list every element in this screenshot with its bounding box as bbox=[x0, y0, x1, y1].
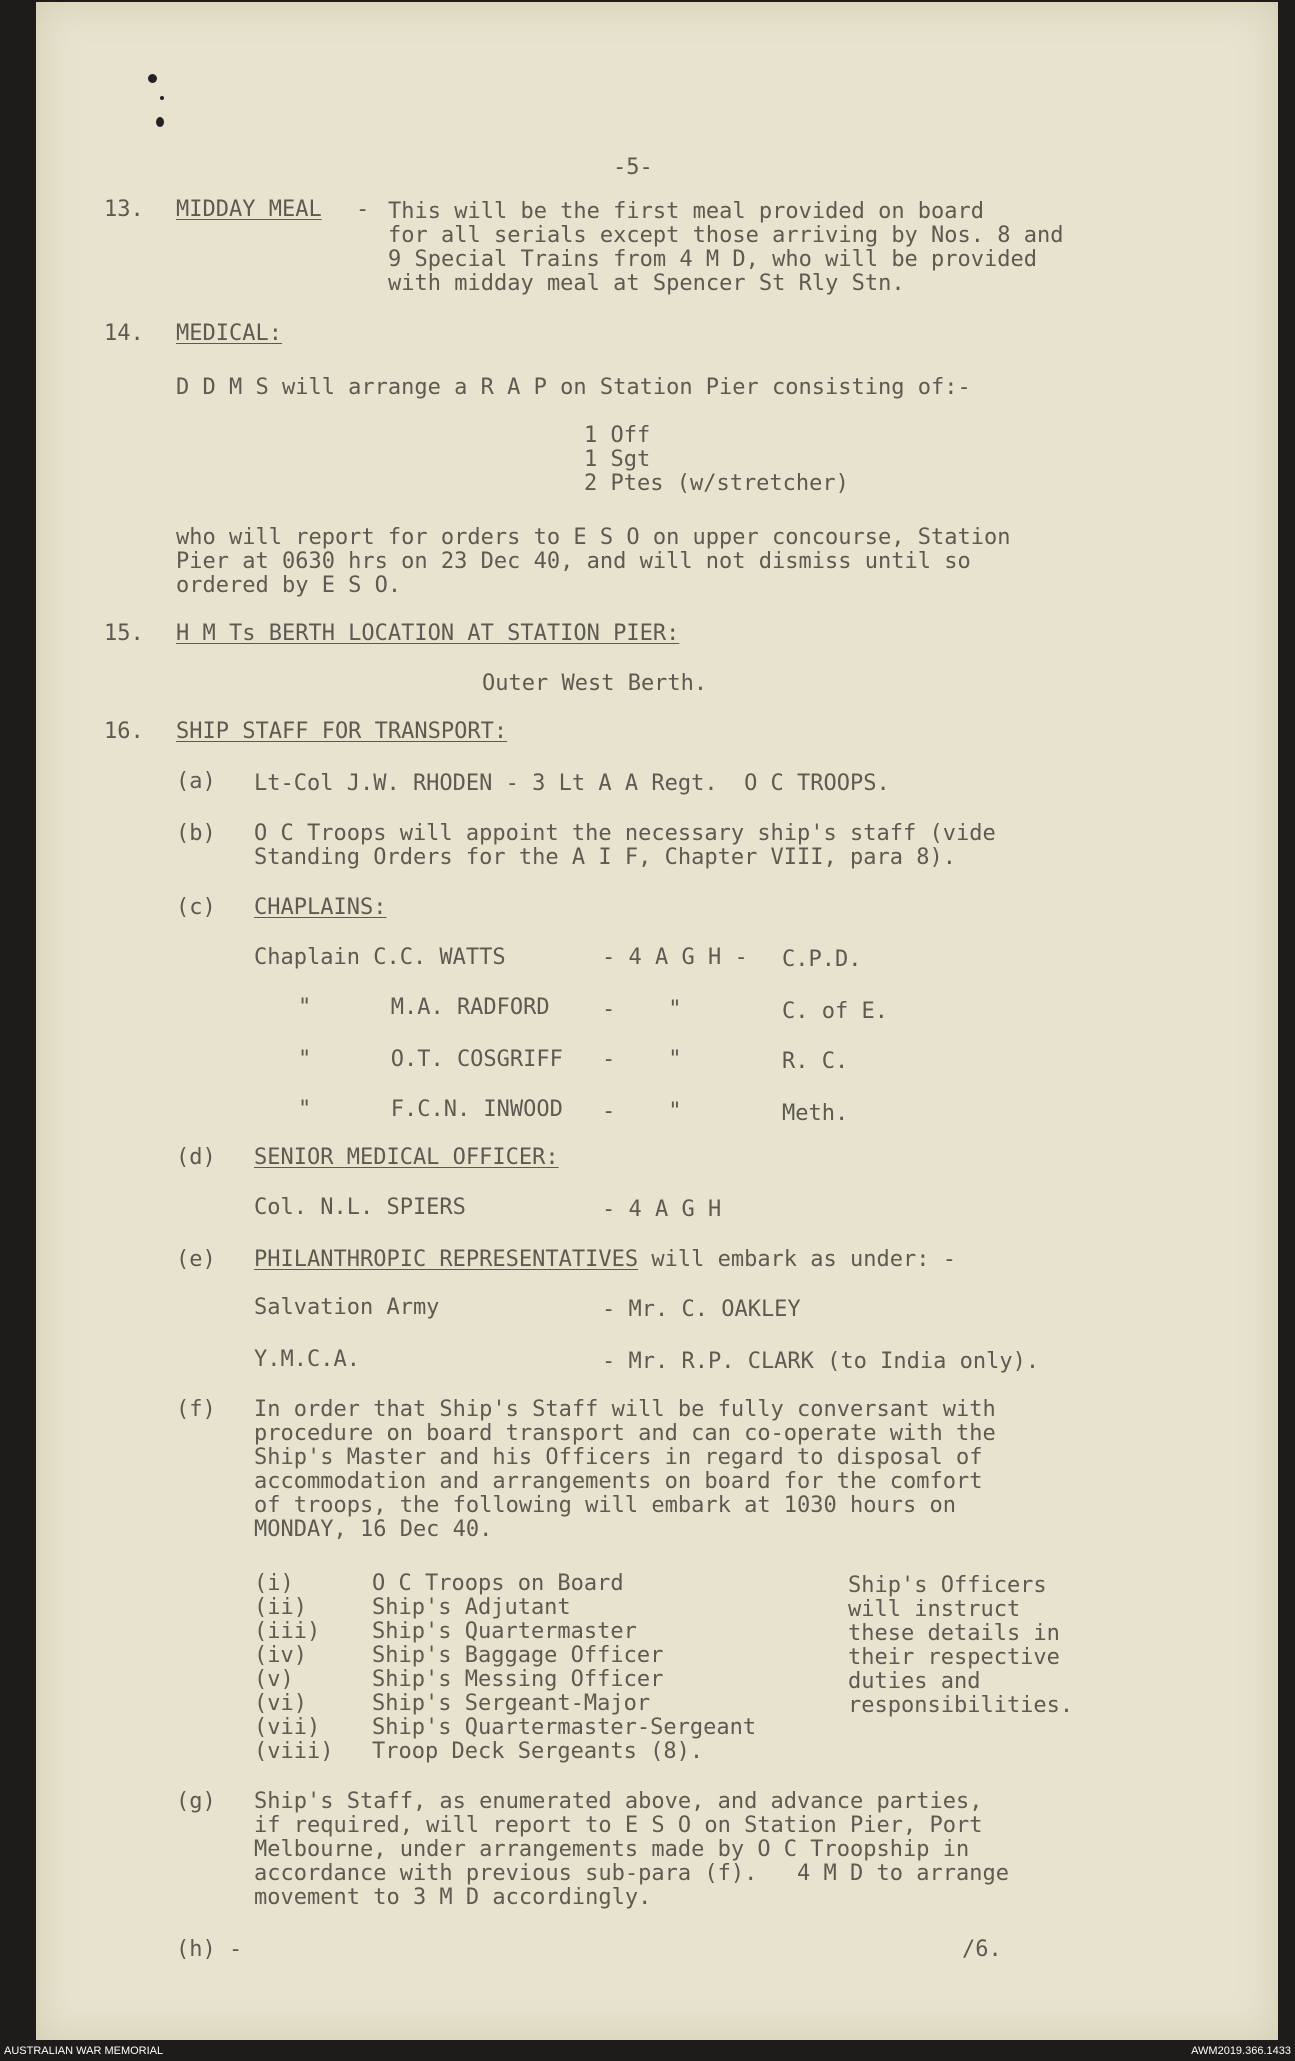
text-line: In order that Ship's Staff will be fully conversant with bbox=[254, 1397, 996, 1422]
sub-label: (b) bbox=[176, 821, 216, 846]
sub-heading: SENIOR MEDICAL OFFICER: bbox=[254, 1145, 559, 1170]
section-heading: SHIP STAFF FOR TRANSPORT: bbox=[176, 719, 508, 744]
list-item: 2 Ptes (w/stretcher) bbox=[584, 471, 849, 496]
sub-label: (f) bbox=[176, 1397, 216, 1422]
sub-label: (e) bbox=[176, 1247, 216, 1272]
text-line: D D M S will arrange a R A P on Station Pier consisting of:- bbox=[176, 375, 971, 400]
page-number: -5- bbox=[613, 155, 653, 180]
note-line: their respective bbox=[848, 1645, 1060, 1670]
roman-numeral: (vi) bbox=[254, 1691, 307, 1716]
roman-numeral: (viii) bbox=[254, 1739, 334, 1764]
text-line: if required, will report to E S O on Station Pier, Port bbox=[254, 1813, 983, 1838]
chaplain-unit: - 4 A G H - bbox=[602, 945, 748, 970]
chaplain-name: " F.C.N. INWOOD bbox=[298, 1097, 563, 1122]
note-line: Ship's Officers bbox=[848, 1573, 1047, 1598]
text-line: Standing Orders for the A I F, Chapter VIII, para 8). bbox=[254, 845, 956, 870]
list-item: 1 Sgt bbox=[584, 447, 651, 472]
text-line: accommodation and arrangements on board for the comfort bbox=[254, 1469, 983, 1494]
organisation: Y.M.C.A. bbox=[254, 1347, 360, 1372]
sub-label: (g) bbox=[176, 1789, 216, 1814]
staff-role: Ship's Sergeant-Major bbox=[372, 1691, 651, 1716]
footer-reference: AWM2019.366.1433 bbox=[1191, 2045, 1291, 2057]
sub-heading-rest: will embark as under: - bbox=[638, 1247, 956, 1272]
text-line: O C Troops will appoint the necessary ship's staff (vide bbox=[254, 821, 996, 846]
sub-label: (c) bbox=[176, 895, 216, 920]
text-line: Pier at 0630 hrs on 23 Dec 40, and will not dismiss until so bbox=[176, 549, 971, 574]
note-line: responsibilities. bbox=[848, 1693, 1074, 1718]
sub-label: (d) bbox=[176, 1145, 216, 1170]
section-number: 13. bbox=[104, 197, 144, 222]
text-line: with midday meal at Spencer St Rly Stn. bbox=[388, 271, 905, 296]
sub-heading-line bbox=[254, 1248, 956, 1272]
dash: - bbox=[356, 197, 370, 222]
chaplain-denomination: C.P.D. bbox=[782, 947, 862, 972]
chaplain-unit: - " bbox=[602, 1099, 682, 1124]
chaplain-denomination: Meth. bbox=[782, 1101, 849, 1126]
representative: - Mr. R.P. CLARK (to India only). bbox=[602, 1349, 1040, 1374]
chaplain-denomination: C. of E. bbox=[782, 999, 888, 1024]
text-line: 9 Special Trains from 4 M D, who will be provided bbox=[388, 247, 1038, 272]
sub-label: (a) bbox=[176, 769, 216, 794]
chaplain-name: " O.T. COSGRIFF bbox=[298, 1047, 563, 1072]
staff-role: Ship's Quartermaster bbox=[372, 1619, 637, 1644]
staff-role: Ship's Messing Officer bbox=[372, 1667, 664, 1692]
sub-heading: CHAPLAINS: bbox=[254, 895, 387, 920]
officer-unit: - 4 A G H bbox=[602, 1197, 722, 1222]
note-line: duties and bbox=[848, 1669, 981, 1694]
punch-mark bbox=[148, 74, 157, 83]
text-line: ordered by E S O. bbox=[176, 573, 402, 598]
text-line: Ship's Master and his Officers in regard to disposal of bbox=[254, 1445, 983, 1470]
roman-numeral: (v) bbox=[254, 1667, 294, 1692]
roman-numeral: (iii) bbox=[254, 1619, 321, 1644]
roman-numeral: (iv) bbox=[254, 1643, 307, 1668]
list-item: 1 Off bbox=[584, 423, 651, 448]
representative: - Mr. C. OAKLEY bbox=[602, 1297, 801, 1322]
staff-role: Ship's Baggage Officer bbox=[372, 1643, 664, 1668]
text-line: Ship's Staff, as enumerated above, and advance parties, bbox=[254, 1789, 983, 1814]
section-number: 15. bbox=[104, 621, 144, 646]
section-heading: H M Ts BERTH LOCATION AT STATION PIER: bbox=[176, 621, 680, 646]
chaplain-name: Chaplain C.C. WATTS bbox=[254, 945, 506, 970]
text-line: who will report for orders to E S O on upper concourse, Station bbox=[176, 525, 1011, 550]
roman-numeral: (i) bbox=[254, 1571, 294, 1596]
continuation-marker: /6. bbox=[962, 1937, 1002, 1962]
chaplain-denomination: R. C. bbox=[782, 1049, 849, 1074]
staff-role: Troop Deck Sergeants (8). bbox=[372, 1739, 704, 1764]
text-line: accordance with previous sub-para (f). 4 M D to arrange bbox=[254, 1861, 1009, 1886]
sub-label: (h) - bbox=[176, 1937, 243, 1962]
text-line: of troops, the following will embark at 1030 hours on bbox=[254, 1493, 956, 1518]
section-number: 16. bbox=[104, 719, 144, 744]
sub-heading: PHILANTHROPIC REPRESENTATIVES bbox=[254, 1247, 639, 1272]
roman-numeral: (vii) bbox=[254, 1715, 321, 1740]
text-line: procedure on board transport and can co-operate with the bbox=[254, 1421, 996, 1446]
staff-role: O C Troops on Board bbox=[372, 1571, 624, 1596]
chaplain-name: " M.A. RADFORD bbox=[298, 995, 550, 1020]
text-line: for all serials except those arriving by Nos. 8 and bbox=[388, 223, 1064, 248]
text-line: Lt-Col J.W. RHODEN - 3 Lt A A Regt. O C TROOPS. bbox=[254, 771, 890, 796]
staff-role: Ship's Adjutant bbox=[372, 1595, 571, 1620]
organisation: Salvation Army bbox=[254, 1295, 440, 1320]
section-heading: MEDICAL: bbox=[176, 321, 282, 346]
officer-name: Col. N.L. SPIERS bbox=[254, 1195, 466, 1220]
punch-mark bbox=[156, 117, 164, 127]
footer-archive-name: AUSTRALIAN WAR MEMORIAL bbox=[4, 2045, 164, 2057]
text-line: This will be the first meal provided on board bbox=[388, 199, 985, 224]
chaplain-unit: - " bbox=[602, 997, 682, 1022]
text-line: MONDAY, 16 Dec 40. bbox=[254, 1517, 493, 1542]
section-number: 14. bbox=[104, 321, 144, 346]
roman-numeral: (ii) bbox=[254, 1595, 307, 1620]
chaplain-unit: - " bbox=[602, 1047, 682, 1072]
text-line: Melbourne, under arrangements made by O C Troopship in bbox=[254, 1837, 970, 1862]
staff-role: Ship's Quartermaster-Sergeant bbox=[372, 1715, 757, 1740]
punch-mark bbox=[160, 96, 164, 100]
note-line: these details in bbox=[848, 1621, 1060, 1646]
note-line: will instruct bbox=[848, 1597, 1021, 1622]
document-page bbox=[36, 2, 1278, 2040]
text-line: Outer West Berth. bbox=[482, 671, 708, 696]
section-heading: MIDDAY MEAL bbox=[176, 197, 322, 222]
text-line: movement to 3 M D accordingly. bbox=[254, 1885, 652, 1910]
